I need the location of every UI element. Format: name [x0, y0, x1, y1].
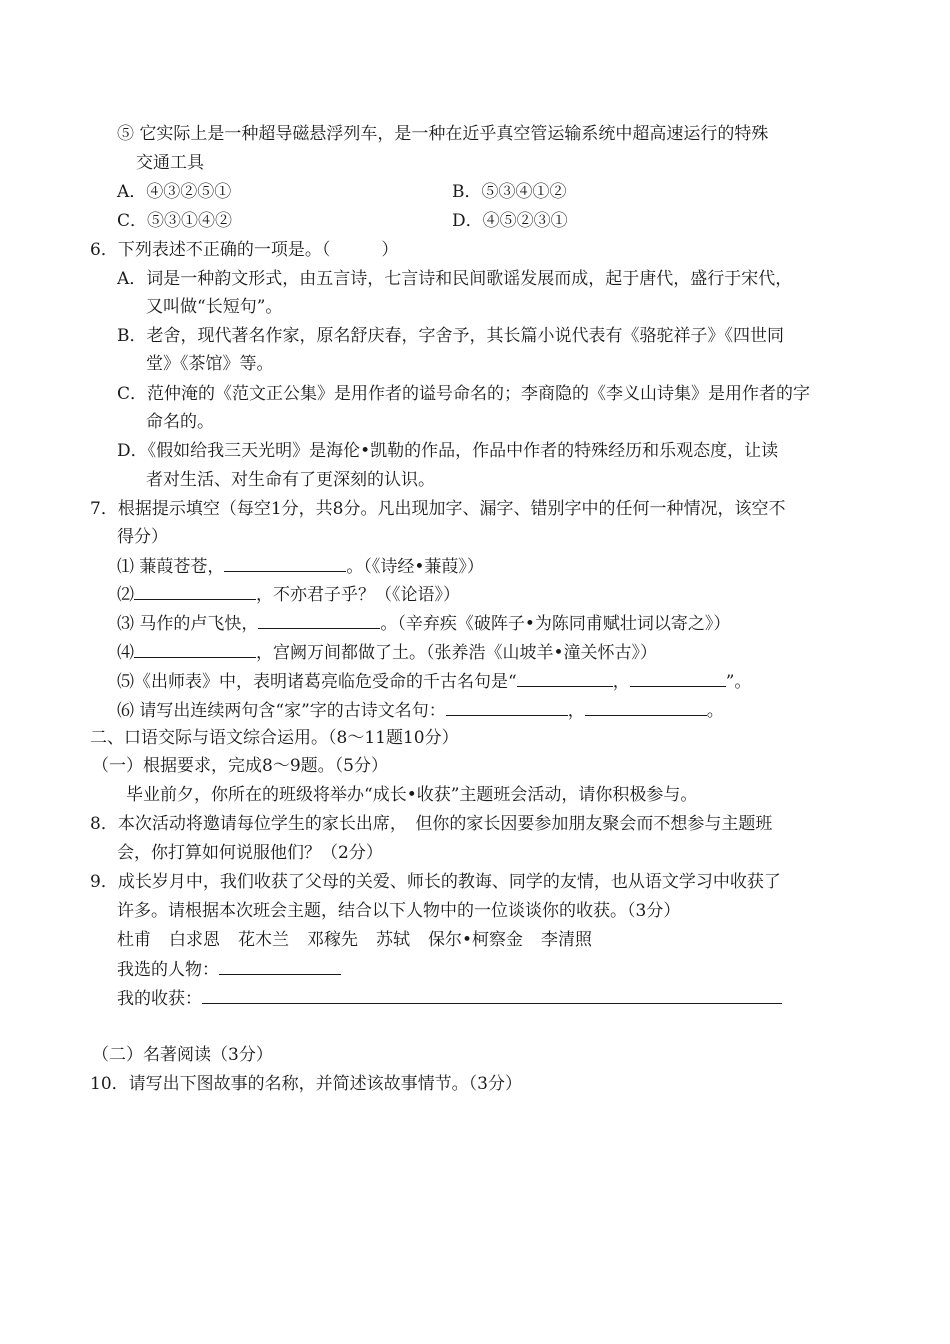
q7-item-3-prefix: ⑶ 马作的卢飞快，	[117, 614, 259, 634]
person-item: 苏轼	[376, 930, 410, 950]
q7-item-4-prefix: ⑷	[117, 643, 134, 663]
q7-item-1-prefix: ⑴ 蒹葭苍苍，	[117, 557, 225, 577]
q7-item-3	[117, 612, 730, 635]
q7-item-6-mid: ，	[567, 701, 585, 721]
q9-gain-row	[117, 987, 782, 1010]
q7-item-2	[117, 583, 460, 606]
q9-choice-row	[117, 958, 341, 981]
q9-choice-blank[interactable]	[219, 958, 341, 975]
q8-line1: 8．本次活动将邀请每位学生的家长出席， 但你的家长因要参加朋友聚会而不想参与主题班	[90, 814, 773, 834]
q10-stem: 10．请写出下图故事的名称，并简述该故事情节。（3分）	[90, 1074, 522, 1094]
q5-item5-line2: 交通工具	[136, 153, 204, 173]
q8-line2: 会，你打算如何说服他们？（2分）	[117, 843, 383, 863]
q7-item-1-blank[interactable]	[224, 555, 346, 572]
person-item: 保尔•柯察金	[428, 930, 524, 950]
q7-item-6-suffix: 。	[706, 701, 724, 721]
q6-option-d-line2: 者对生活、对生命有了更深刻的认识。	[146, 470, 435, 490]
person-item: 邓稼先	[307, 930, 358, 950]
q9-line2: 许多。请根据本次班会主题，结合以下人物中的一位谈谈你的收获。（3分）	[117, 901, 681, 921]
person-item: 花木兰	[238, 930, 289, 950]
q7-item-3-blank[interactable]	[258, 612, 380, 629]
q5-option-d: D．④⑤②③①	[452, 211, 568, 231]
q7-item-6-blank-1[interactable]	[446, 699, 568, 716]
q7-item-3-suffix: 。（辛弃疾《破阵子•为陈同甫赋壮词以寄之》）	[380, 614, 731, 634]
q9-gain-label: 我的收获：	[117, 989, 202, 1009]
person-item: 杜甫	[117, 930, 151, 950]
q9-person-list	[117, 929, 610, 951]
q7-item-1	[117, 555, 484, 578]
q7-item-6	[117, 699, 724, 722]
q7-item-2-blank[interactable]	[134, 583, 256, 600]
q9-choice-label: 我选的人物：	[117, 960, 219, 980]
q7-item-4-blank[interactable]	[134, 641, 256, 658]
q7-stem-line2: 得分）	[117, 527, 168, 547]
section2-heading: 二、口语交际与语文综合运用。（8～11题10分）	[90, 728, 459, 748]
q6-option-a-line1: A．词是一种韵文形式，由五言诗，七言诗和民间歌谣发展而成，起于唐代，盛行于宋代，	[117, 269, 793, 289]
q9-line1: 9．成长岁月中，我们收获了父母的关爱、师长的教诲、同学的友情，也从语文学习中收获了	[90, 872, 781, 892]
q9-gain-blank[interactable]	[202, 987, 782, 1004]
q5-option-a: A．④③②⑤①	[117, 182, 232, 202]
q7-item-1-suffix: 。（《诗经•蒹葭》）	[346, 557, 484, 577]
q7-item-2-prefix: ⑵	[117, 585, 134, 605]
q7-item-5-blank-2[interactable]	[630, 670, 726, 687]
q5-option-b: B．⑤③④①②	[452, 182, 567, 202]
person-item: 李清照	[541, 930, 593, 950]
q6-option-b-line1: B．老舍，现代著名作家，原名舒庆春，字舍予，其长篇小说代表有《骆驼祥子》《四世同	[117, 326, 784, 346]
q7-item-6-prefix: ⑹ 请写出连续两句含“家”字的古诗文名句：	[117, 701, 446, 721]
q7-item-4-suffix: ，宫阙万间都做了土。（张养浩《山坡羊•潼关怀古》）	[256, 643, 658, 663]
q7-item-5-blank-1[interactable]	[517, 670, 613, 687]
person-item: 白求恩	[169, 930, 220, 950]
q5-item5-line1: ⑤ 它实际上是一种超导磁悬浮列车，是一种在近乎真空管运输系统中超高速运行的特殊	[117, 124, 769, 144]
q7-stem-line1: 7．根据提示填空（每空1分，共8分。凡出现加字、漏字、错别字中的任何一种情况，该空不	[90, 499, 786, 519]
q7-item-2-suffix: ，不亦君子乎？（《论语》）	[256, 585, 460, 605]
q6-option-d-line1: D．《假如给我三天光明》是海伦•凯勒的作品，作品中作者的特殊经历和乐观态度，让读	[117, 441, 779, 461]
q6-option-c-line1: C．范仲淹的《范文正公集》是用作者的谥号命名的；李商隐的《李义山诗集》是用作者的字	[117, 384, 811, 404]
q7-item-5-suffix: ”。	[725, 672, 752, 692]
q7-item-5	[117, 670, 751, 693]
q7-item-4	[117, 641, 657, 664]
section2-sub1-heading: （一）根据要求，完成8～9题。（5分）	[92, 756, 388, 776]
q7-item-5-mid: ，	[612, 672, 630, 692]
q7-item-5-prefix: ⑸《出师表》中，表明诸葛亮临危受命的千古名句是“	[117, 672, 517, 692]
section2-intro: 毕业前夕，你所在的班级将举办“成长•收获”主题班会活动，请你积极参与。	[126, 785, 698, 805]
q6-option-c-line2: 命名的。	[146, 412, 214, 432]
q6-option-a-line2: 又叫做“长短句”。	[146, 297, 283, 317]
q7-item-6-blank-2[interactable]	[585, 699, 707, 716]
q6-option-b-line2: 堂》《茶馆》等。	[146, 354, 274, 374]
q5-option-c: C．⑤③①④②	[117, 211, 233, 231]
sub2-heading: （二）名著阅读（3分）	[92, 1045, 273, 1065]
q6-stem: 6．下列表述不正确的一项是。（ ）	[90, 240, 399, 260]
